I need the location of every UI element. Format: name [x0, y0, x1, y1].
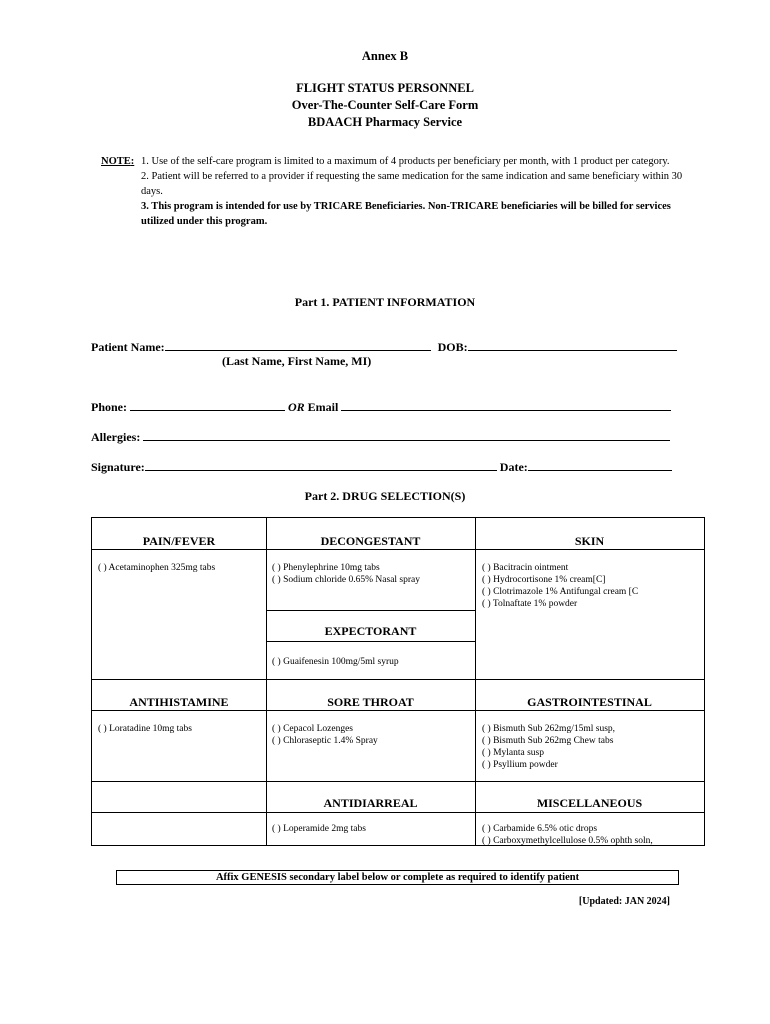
signature-label: Signature: [91, 460, 145, 474]
option-tolnaftate[interactable]: ( ) Tolnaftate 1% powder [482, 599, 578, 609]
annex-label: Annex B [361, 49, 409, 63]
name-format-hint: (Last Name, First Name, MI) [222, 354, 372, 368]
option-sodium-chloride[interactable]: ( ) Sodium chloride 0.65% Nasal spray [272, 575, 421, 585]
patient-name-label: Patient Name: [91, 340, 165, 354]
option-guaifenesin[interactable]: ( ) Guaifenesin 100mg/5ml syrup [272, 657, 399, 667]
allergies-row [91, 429, 670, 445]
option-loperamide[interactable]: ( ) Loperamide 2mg tabs [272, 824, 366, 834]
option-acetaminophen[interactable]: ( ) Acetaminophen 325mg tabs [98, 563, 216, 573]
option-hydrocortisone[interactable]: ( ) Hydrocortisone 1% cream[C] [482, 575, 606, 585]
category-gastrointestinal: GASTROINTESTINAL [527, 695, 652, 709]
phone-label: Phone: [91, 400, 127, 414]
note-label: NOTE: [101, 156, 135, 167]
option-loratadine[interactable]: ( ) Loratadine 10mg tabs [98, 724, 192, 734]
part1-title: Part 1. PATIENT INFORMATION [294, 295, 476, 309]
option-chloraseptic[interactable]: ( ) Chloraseptic 1.4% Spray [272, 736, 378, 746]
form-title-line3: BDAACH Pharmacy Service [307, 115, 463, 129]
dob-field[interactable] [468, 339, 677, 351]
category-expectorant: EXPECTORANT [324, 624, 417, 638]
category-sore-throat: SORE THROAT [327, 695, 414, 709]
option-carboxymethylcellulose[interactable]: ( ) Carboxymethylcellulose 0.5% ophth soln, [482, 836, 653, 846]
option-bismuth-susp[interactable]: ( ) Bismuth Sub 262mg/15ml susp, [482, 724, 616, 734]
note-section [101, 154, 691, 229]
signature-row [91, 459, 672, 475]
or-label: OR [288, 400, 305, 414]
part2-title: Part 2. DRUG SELECTION(S) [304, 489, 466, 503]
allergies-label: Allergies: [91, 430, 141, 444]
date-label: Date: [499, 460, 528, 474]
category-antidiarreal: ANTIDIARREAL [323, 796, 418, 810]
form-title-line1: FLIGHT STATUS PERSONNEL [296, 81, 474, 95]
option-carbamide[interactable]: ( ) Carbamide 6.5% otic drops [482, 824, 598, 834]
option-psyllium[interactable]: ( ) Psyllium powder [482, 760, 558, 770]
option-clotrimazole[interactable]: ( ) Clotrimazole 1% Antifungal cream [C [482, 587, 639, 597]
contact-row [91, 399, 671, 415]
option-phenylephrine[interactable]: ( ) Phenylephrine 10mg tabs [272, 563, 380, 573]
allergies-field[interactable] [143, 429, 670, 441]
note-item-2: 2. Patient will be referred to a provider if requesting the same medication for the same indication and same beneficiary within 30 days. [141, 171, 683, 197]
patient-name-row [91, 339, 677, 355]
drug-selection-table [91, 517, 705, 846]
category-miscellaneous: MISCELLANEOUS [536, 796, 643, 810]
affix-label-box: Affix GENESIS secondary label below or complete as required to identify patient [116, 870, 679, 885]
option-bismuth-chew[interactable]: ( ) Bismuth Sub 262mg Chew tabs [482, 736, 614, 746]
email-label: Email [307, 400, 339, 414]
category-antihistamine: ANTIHISTAMINE [129, 695, 229, 709]
dob-label: DOB: [437, 340, 468, 354]
patient-name-field[interactable] [165, 339, 431, 351]
category-pain-fever: PAIN/FEVER [142, 534, 216, 548]
note-item-1: 1. Use of the self-care program is limited to a maximum of 4 products per beneficiary per month, with 1 product per category. [141, 156, 670, 167]
signature-field[interactable] [145, 459, 497, 471]
phone-field[interactable] [130, 399, 285, 411]
option-cepacol[interactable]: ( ) Cepacol Lozenges [272, 724, 353, 734]
category-decongestant: DECONGESTANT [320, 534, 421, 548]
category-skin: SKIN [574, 534, 605, 548]
note-item-3: 3. This program is intended for use by TRICARE Beneficiaries. Non-TRICARE beneficiaries will be billed for services utilized under this program. [141, 201, 671, 227]
option-mylanta[interactable]: ( ) Mylanta susp [482, 748, 545, 758]
email-field[interactable] [341, 399, 671, 411]
option-bacitracin[interactable]: ( ) Bacitracin ointment [482, 563, 569, 573]
form-title-line2: Over-The-Counter Self-Care Form [291, 98, 479, 112]
updated-date: [Updated: JAN 2024] [578, 896, 670, 907]
date-field[interactable] [528, 459, 672, 471]
